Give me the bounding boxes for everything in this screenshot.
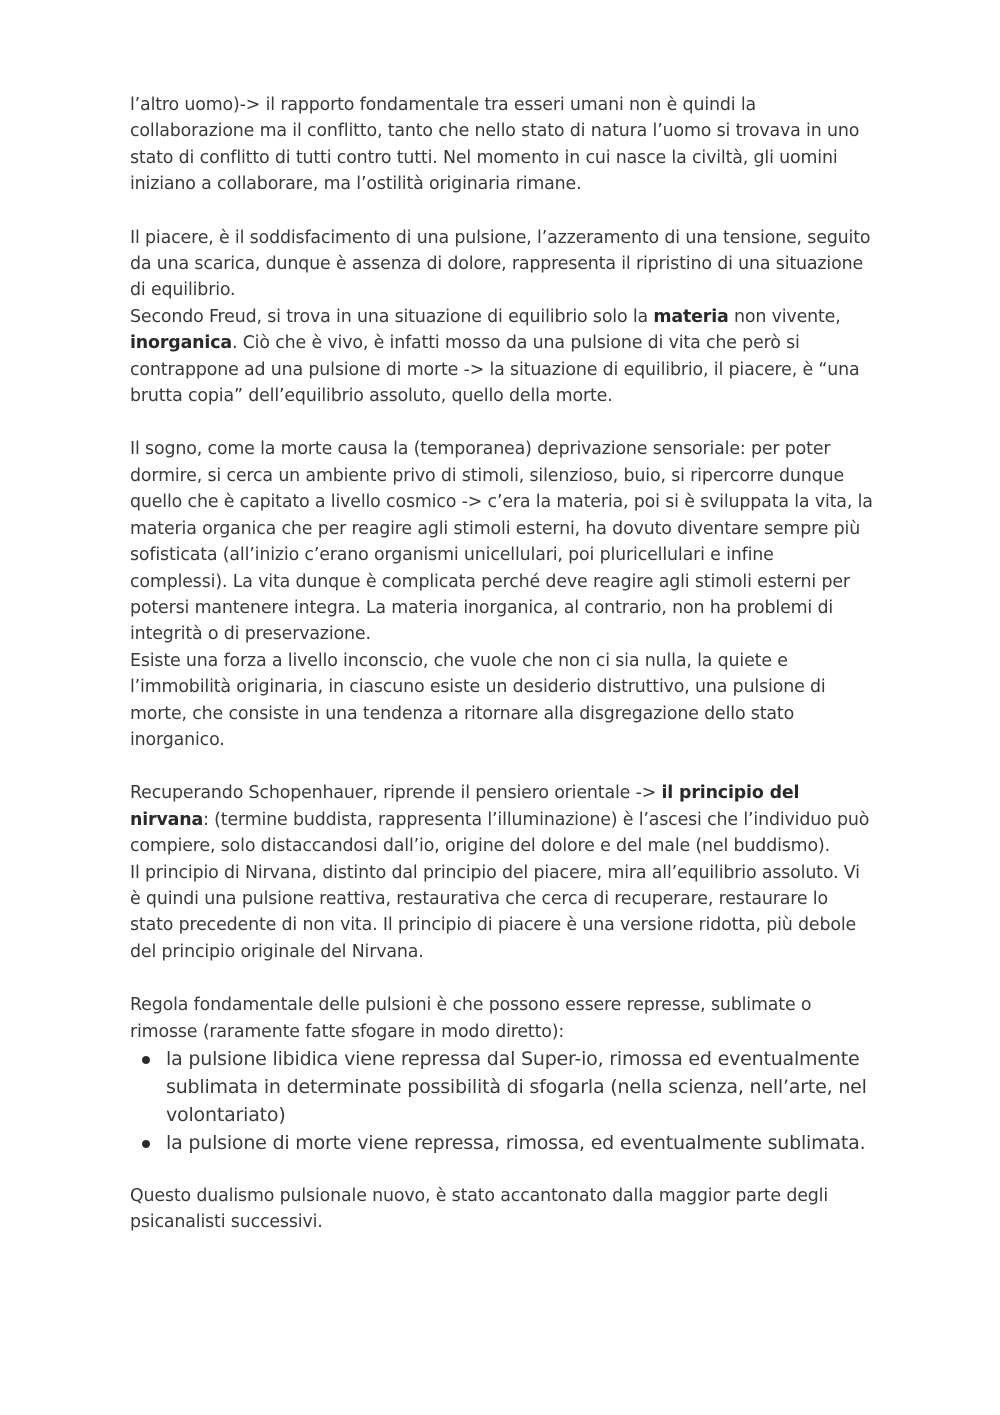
paragraph-nirvana-principio: Il principio di Nirvana, distinto dal principio del piacere, mira all’equilibrio assoluto. Vi è quindi una pulsione reattiva, restaurativa che cerca di recuperare, restaurare lo stato precedente di non vita. Il principio di piacere è una versione ridotta, più debole del principio originale del Nirvana. <box>130 862 860 962</box>
bold-term-inorganica: inorganica <box>130 333 232 354</box>
spacer <box>130 198 875 225</box>
paragraph-sogno: Il sogno, come la morte causa la (temporanea) deprivazione sensoriale: per poter dormire, si cerca un ambiente privo di stimoli, silenzioso, buio, si ripercorre dunque quello che è capitato a livello cosmico -> c’era la materia, poi si è sviluppata la vita, la materia organica che per reagire agli stimoli esterni, ha dovuto diventare sempre più sofisticata (all’inizio c’erano organismi unicellulari, poi pluricellulari e infine complessi). La vita dunque è complicata perché deve reagire agli stimoli esterni per potersi mantenere integra. La materia inorganica, al contrario, non ha problemi di integrità o di preservazione. <box>130 439 873 645</box>
text-run: Secondo Freud, si trova in una situazione di equilibrio solo la <box>130 306 654 327</box>
list-item-text: la pulsione libidica viene repressa dal Super-io, rimossa ed eventualmente sublimata in determinate possibilità di sfogarla (nella scienza, nell’arte, nel volontariato) <box>166 1048 867 1126</box>
spacer <box>130 965 875 992</box>
list-item-text: la pulsione di morte viene repressa, rimossa, ed eventualmente sublimata. <box>166 1132 866 1154</box>
bullet-icon <box>142 1140 150 1148</box>
paragraph-regola-intro: Regola fondamentale delle pulsioni è che possono essere represse, sublimate o rimosse (raramente fatte sfogare in modo diretto): <box>130 995 812 1042</box>
paragraph-freud-equilibrio <box>130 304 875 410</box>
paragraph-conclusione: Questo dualismo pulsionale nuovo, è stato accantonato dalla maggior parte degli psicanalisti successivi. <box>130 1186 829 1233</box>
paragraph-forza-inconscio: Esiste una forza a livello inconscio, che vuole che non ci sia nulla, la quiete e l’immobilità originaria, in ciascuno esiste un desiderio distruttivo, una pulsione di morte, che consiste in una tendenza a ritornare alla disgregazione dello stato inorganico. <box>130 650 826 750</box>
spacer <box>130 753 875 780</box>
paragraph-piacere-definition: Il piacere, è il soddisfacimento di una pulsione, l’azzeramento di una tensione, seguito da una scarica, dunque è assenza di dolore, rappresenta il ripristino di una situazione di equilibrio. <box>130 227 871 301</box>
bullet-list <box>130 1045 875 1157</box>
spacer <box>130 409 875 436</box>
text-run: . Ciò che è vivo, è infatti mosso da una pulsione di vita che però si contrappone ad una pulsione di morte -> la situazione di equilibrio, il piacere, è “una brutta copia” dell’equilibrio assoluto, quello della morte. <box>130 333 860 407</box>
list-item <box>130 1129 875 1157</box>
bullet-icon <box>142 1056 150 1064</box>
text-run: : (termine buddista, rappresenta l’illuminazione) è l’ascesi che l’individuo può compiere, solo distaccandosi dall’io, origine del dolore e del male (nel buddismo). <box>130 809 870 857</box>
paragraph-nirvana-intro <box>130 780 875 859</box>
text-run: Recuperando Schopenhauer, riprende il pensiero orientale -> <box>130 783 662 804</box>
continuation-paragraph: l’altro uomo)-> il rapporto fondamentale tra esseri umani non è quindi la collaborazione ma il conflitto, tanto che nello stato di natura l’uomo si trovava in uno stato di conflitto di tutti contro tutti. Nel momento in cui nasce la civiltà, gli uomini iniziano a collaborare, ma l’ostilità originaria rimane. <box>130 95 860 195</box>
spacer <box>130 1157 875 1183</box>
text-run: non vivente, <box>728 306 841 327</box>
list-item <box>130 1045 875 1129</box>
bold-term-principio-nirvana: il principio del nirvana <box>130 783 800 830</box>
bold-term-materia: materia <box>653 306 729 327</box>
document-page <box>130 92 875 1236</box>
